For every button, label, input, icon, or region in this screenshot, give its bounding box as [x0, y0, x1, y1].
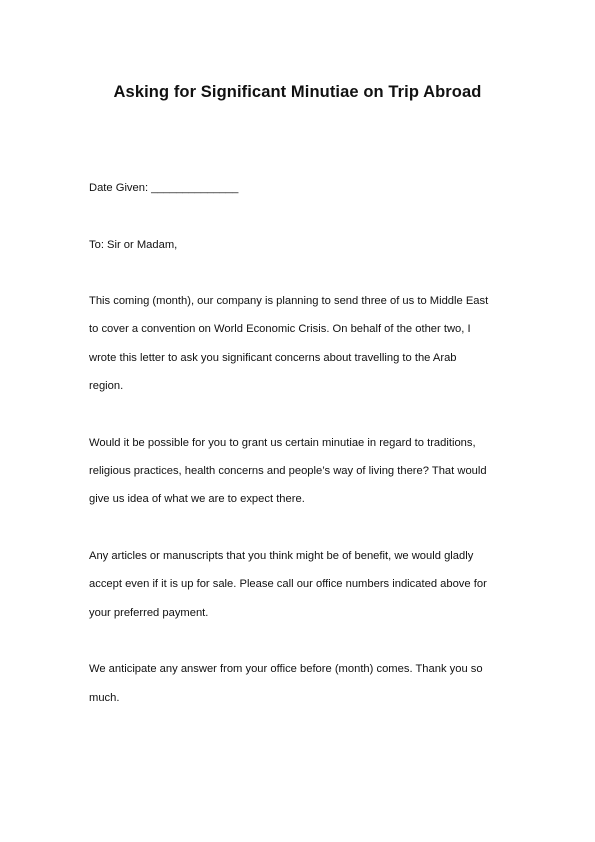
- paragraph-line: accept even if it is up for sale. Please call our office numbers indicated above for: [89, 578, 487, 590]
- paragraph-line: Would it be possible for you to grant us certain minutiae in regard to traditions,: [89, 437, 476, 449]
- paragraph-line: your preferred payment.: [89, 607, 209, 619]
- paragraph-line: give us idea of what we are to expect there.: [89, 493, 305, 505]
- paragraph-line: religious practices, health concerns and people’s way of living there? That would: [89, 465, 487, 477]
- paragraph-line: much.: [89, 692, 120, 704]
- paragraph-line: to cover a convention on World Economic Crisis. On behalf of the other two, I: [89, 323, 471, 335]
- paragraph-line: region.: [89, 380, 124, 392]
- paragraph-line: We anticipate any answer from your office before (month) comes. Thank you so: [89, 663, 483, 675]
- salutation: To: Sir or Madam,: [89, 239, 178, 251]
- letter-title: Asking for Significant Minutiae on Trip Abroad: [113, 83, 482, 101]
- date-line: Date Given: ______________: [89, 182, 239, 194]
- paragraph-line: Any articles or manuscripts that you think might be of benefit, we would gladly: [89, 550, 474, 562]
- paragraph-line: wrote this letter to ask you significant concerns about travelling to the Arab: [89, 352, 457, 364]
- paragraph-line: This coming (month), our company is planning to send three of us to Middle East: [89, 295, 489, 307]
